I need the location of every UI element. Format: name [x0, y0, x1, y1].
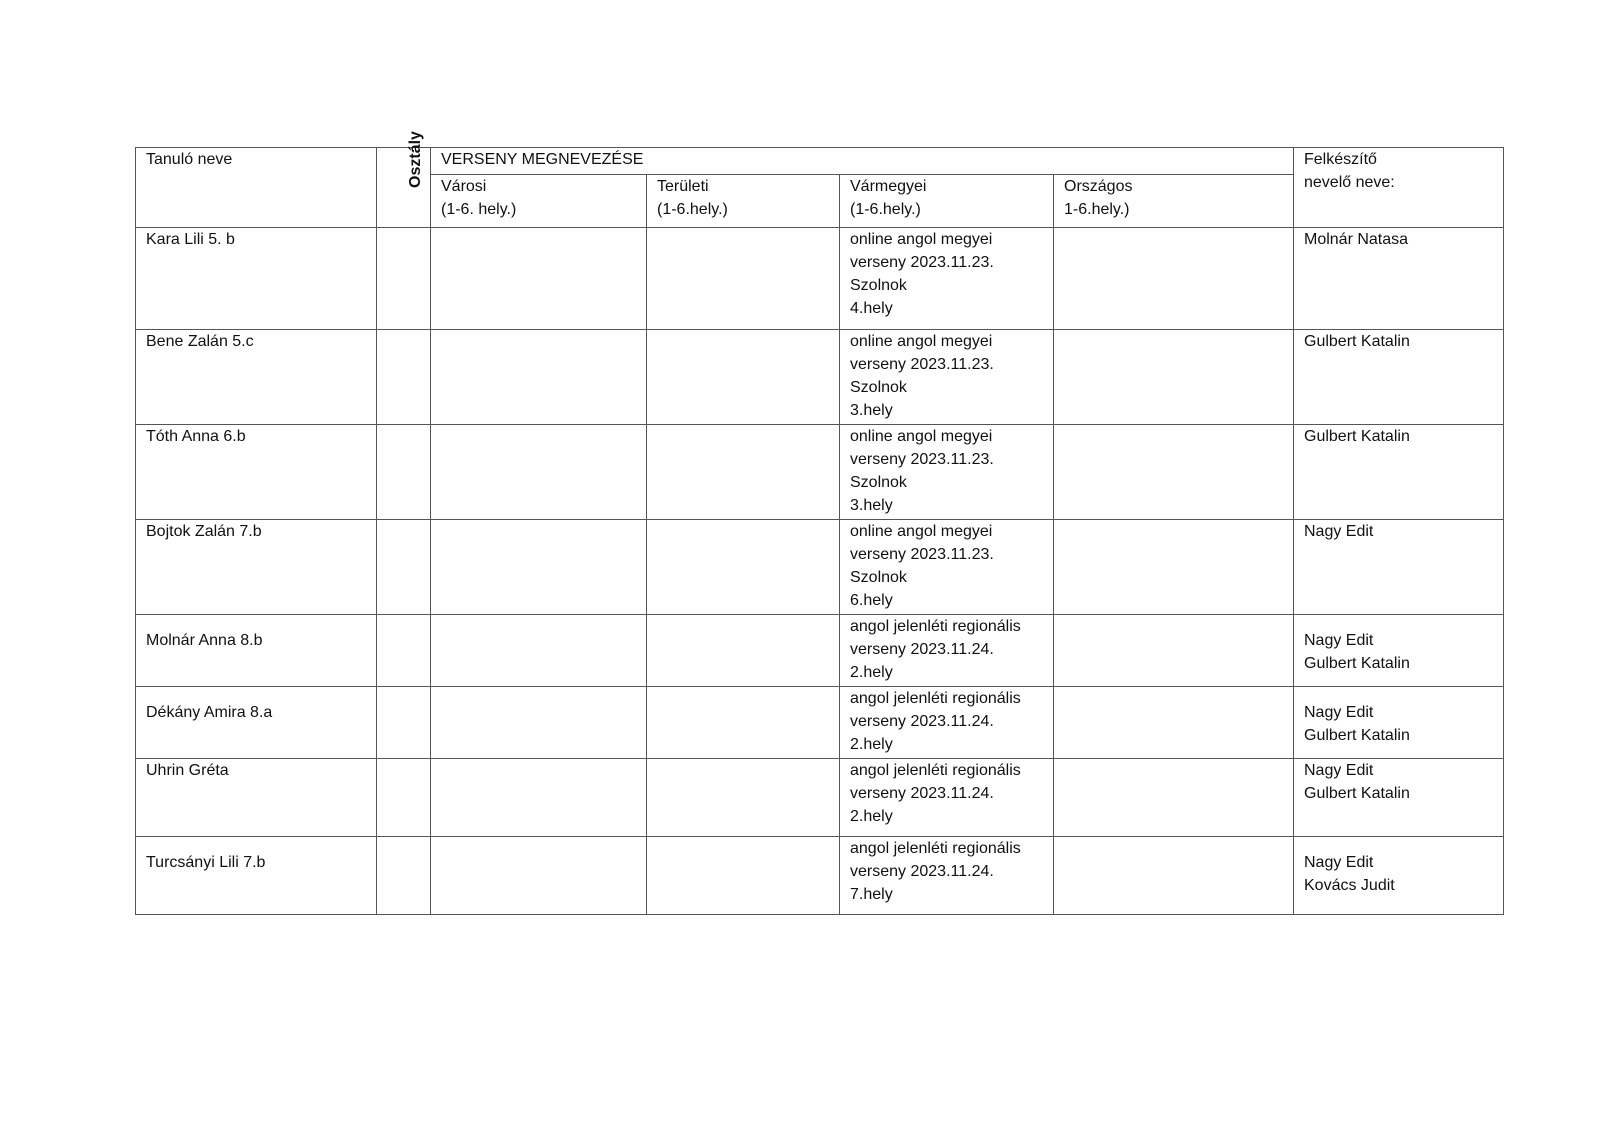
student-name-cell: Uhrin Gréta [136, 759, 377, 837]
city-result-cell [431, 837, 647, 915]
student-name-cell: Turcsányi Lili 7.b [136, 837, 377, 915]
national-result-cell [1054, 759, 1294, 837]
teacher-cell: Molnár Natasa [1294, 228, 1504, 330]
county-result-cell: angol jelenléti regionális verseny 2023.11.24. 7.hely [840, 837, 1054, 915]
county-level-header: Vármegyei (1-6.hely.) [840, 175, 1054, 228]
class-header [377, 131, 431, 228]
national-result-cell [1054, 687, 1294, 759]
teacher-cell: Nagy Edit Gulbert Katalin [1294, 687, 1504, 759]
national-result-cell [1054, 520, 1294, 615]
regional-result-cell [647, 228, 840, 330]
header-row-top [136, 148, 1504, 175]
competition-results-table [135, 131, 1504, 915]
city-result-cell [431, 228, 647, 330]
teacher-cell: Nagy Edit Gulbert Katalin [1294, 615, 1504, 687]
student-name-cell: Tóth Anna 6.b [136, 425, 377, 520]
national-result-cell [1054, 425, 1294, 520]
teacher-cell: Nagy Edit [1294, 520, 1504, 615]
class-cell [377, 425, 431, 520]
city-result-cell [431, 759, 647, 837]
city-result-cell [431, 615, 647, 687]
class-cell [377, 330, 431, 425]
teacher-cell: Nagy Edit Gulbert Katalin [1294, 759, 1504, 837]
class-cell [377, 837, 431, 915]
student-name-cell: Bojtok Zalán 7.b [136, 520, 377, 615]
national-result-cell [1054, 228, 1294, 330]
regional-result-cell [647, 425, 840, 520]
regional-level-header: Területi (1-6.hely.) [647, 175, 840, 228]
student-name-header: Tanuló neve [136, 148, 377, 228]
regional-result-cell [647, 687, 840, 759]
city-result-cell [431, 330, 647, 425]
national-result-cell [1054, 837, 1294, 915]
city-result-cell [431, 425, 647, 520]
teacher-cell: Gulbert Katalin [1294, 425, 1504, 520]
city-result-cell [431, 520, 647, 615]
city-result-cell [431, 687, 647, 759]
national-result-cell [1054, 615, 1294, 687]
table-row [136, 520, 1504, 615]
county-result-cell: online angol megyei verseny 2023.11.23. Szolnok 6.hely [840, 520, 1054, 615]
class-cell [377, 520, 431, 615]
table-row [136, 759, 1504, 837]
teacher-cell: Gulbert Katalin [1294, 330, 1504, 425]
student-name-cell: Dékány Amira 8.a [136, 687, 377, 759]
regional-result-cell [647, 759, 840, 837]
regional-result-cell [647, 837, 840, 915]
class-cell [377, 759, 431, 837]
table-row [136, 687, 1504, 759]
student-name-cell: Kara Lili 5. b [136, 228, 377, 330]
teacher-cell: Nagy Edit Kovács Judit [1294, 837, 1504, 915]
class-cell [377, 615, 431, 687]
county-result-cell: angol jelenléti regionális verseny 2023.11.24. 2.hely [840, 687, 1054, 759]
table-row [136, 425, 1504, 520]
class-header-label: Osztály [406, 131, 424, 188]
class-cell [377, 687, 431, 759]
competition-name-header: VERSENY MEGNEVEZÉSE [431, 148, 1294, 175]
county-result-cell: online angol megyei verseny 2023.11.23. Szolnok 4.hely [840, 228, 1054, 330]
table-row [136, 615, 1504, 687]
regional-result-cell [647, 520, 840, 615]
class-cell [377, 228, 431, 330]
national-level-header: Országos 1-6.hely.) [1054, 175, 1294, 228]
student-name-cell: Bene Zalán 5.c [136, 330, 377, 425]
city-level-header: Városi (1-6. hely.) [431, 175, 647, 228]
county-result-cell: online angol megyei verseny 2023.11.23. Szolnok 3.hely [840, 330, 1054, 425]
table-row [136, 330, 1504, 425]
national-result-cell [1054, 330, 1294, 425]
student-name-cell: Molnár Anna 8.b [136, 615, 377, 687]
county-result-cell: online angol megyei verseny 2023.11.23. Szolnok 3.hely [840, 425, 1054, 520]
county-result-cell: angol jelenléti regionális verseny 2023.11.24. 2.hely [840, 759, 1054, 837]
table-row [136, 228, 1504, 330]
county-result-cell: angol jelenléti regionális verseny 2023.11.24. 2.hely [840, 615, 1054, 687]
regional-result-cell [647, 330, 840, 425]
table-row [136, 837, 1504, 915]
teacher-header: Felkészítő nevelő neve: [1294, 148, 1504, 228]
regional-result-cell [647, 615, 840, 687]
